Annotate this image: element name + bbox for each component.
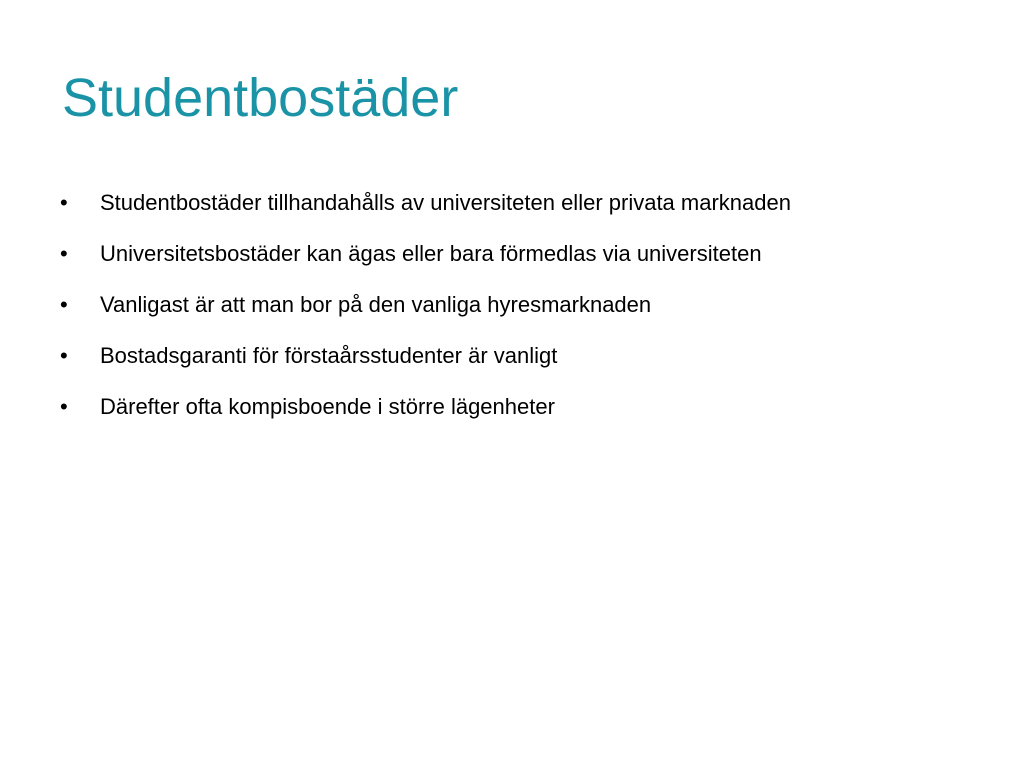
list-item	[60, 290, 791, 320]
slide-title: Studentbostäder	[62, 68, 459, 128]
bullet-icon: •	[60, 343, 68, 368]
list-item	[60, 239, 791, 269]
bullet-icon: •	[60, 190, 68, 215]
list-item	[60, 392, 791, 422]
bullet-icon: •	[60, 394, 68, 419]
bullet-text: Vanligast är att man bor på den vanliga hyresmarknaden	[100, 292, 652, 317]
bullet-text: Bostadsgaranti för förstaårsstudenter är vanligt	[100, 343, 558, 368]
list-item	[60, 341, 791, 371]
bullet-icon: •	[60, 292, 68, 317]
bullet-list	[60, 188, 791, 443]
list-item	[60, 188, 791, 218]
bullet-text: Studentbostäder tillhandahålls av universiteten eller privata marknaden	[100, 190, 791, 215]
bullet-icon: •	[60, 241, 68, 266]
bullet-text: Universitetsbostäder kan ägas eller bara förmedlas via universiteten	[100, 241, 762, 266]
bullet-text: Därefter ofta kompisboende i större lägenheter	[100, 394, 555, 419]
